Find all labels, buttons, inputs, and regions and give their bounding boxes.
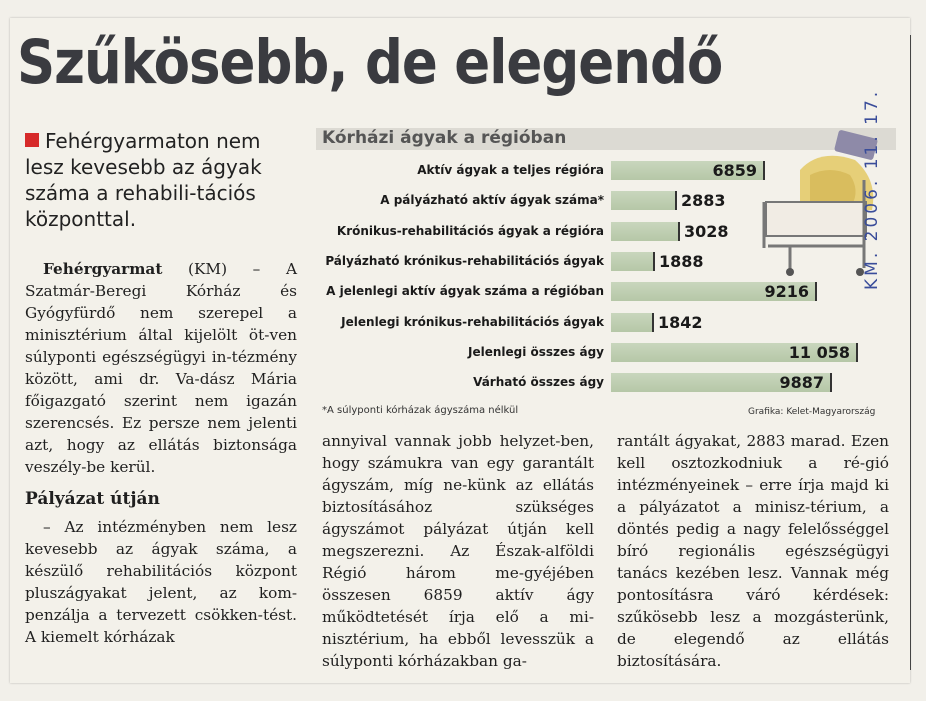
article-column-3 xyxy=(617,430,889,672)
article-column-1 xyxy=(25,258,297,648)
lead-paragraph xyxy=(25,128,305,232)
category-label: Krónikus-rehabilitációs ágyak a régióra xyxy=(336,223,604,238)
paragraph-2: – Az intézményben nem lesz kevesebb az ágyak száma, a készülő rehabilitációs központ pluszágyakat jelent, az kom-penzálja a tervezett csökken-tést. A kiemelt kórházak xyxy=(25,518,297,646)
handwritten-date: KM. 2006. 11. 17. xyxy=(862,88,882,290)
value-label: 9216 xyxy=(764,282,809,302)
paragraph-3: annyival vannak jobb helyzet-ben, hogy számukra van egy garantált ágyszám, míg ne-künk az ellátás biztosításához szükséges ágyszámot pályázat útján kell megszerezni. Az Észak-alföldi Régió három me-gyéjében összesen 6859 aktív ágy működtetését írja elő a mi-nisztérium, ha ebből levesszük a súlyponti kórházakban ga- xyxy=(322,432,594,670)
chart-credit: Grafika: Kelet-Magyarország xyxy=(748,407,876,417)
value-label: 9887 xyxy=(779,373,824,393)
value-label: 6859 xyxy=(712,161,757,180)
headline: Szűkösebb, de elegendő xyxy=(17,28,723,99)
subheading: Pályázat útján xyxy=(25,489,160,509)
value-label: 1842 xyxy=(658,312,703,332)
lead-text: Fehérgyarmaton nem lesz kevesebb az ágyak száma a rehabili-tációs központtal. xyxy=(25,129,262,231)
chart-footnote: *A súlyponti kórházak ágyszáma nélkül xyxy=(322,405,519,416)
bar xyxy=(611,191,677,210)
bar xyxy=(611,252,655,271)
dateline: Fehérgyarmat xyxy=(43,260,163,278)
category-label: Pályázható krónikus-rehabilitációs ágyak xyxy=(325,253,604,268)
value-label: 11 058 xyxy=(788,342,850,362)
paragraph-1: (KM) – A Szatmár-Beregi Kórház és Gyógyfürdő nem szerepel a minisztérium által kijelölt öt-ven súlyponti egészségügyi in-tézmény között, ami dr. Va-dász Mária főigazgató szerint nem igazán szerencsés. Ez persze nem jelenti azt, hogy az ellátás biztonsága veszély-be kerül. xyxy=(25,260,297,476)
category-label: Jelenlegi összes ágy xyxy=(467,344,604,359)
category-label: Várható összes ágy xyxy=(473,375,604,390)
value-label: 2883 xyxy=(681,191,726,211)
bar xyxy=(611,222,680,241)
category-labels xyxy=(316,158,604,403)
article-column-2 xyxy=(322,430,594,672)
category-label: A jelenlegi aktív ágyak száma a régióban xyxy=(326,284,604,299)
category-label: A pályázható aktív ágyak száma* xyxy=(380,193,604,208)
chart-title: Kórházi ágyak a régióban xyxy=(322,128,567,148)
category-label: Jelenlegi krónikus-rehabilitációs ágyak xyxy=(341,314,604,329)
margin-line xyxy=(910,35,911,670)
value-label: 3028 xyxy=(684,221,729,241)
value-label: 1888 xyxy=(659,251,704,271)
red-square-icon xyxy=(25,133,39,147)
paragraph-4: rantált ágyakat, 2883 marad. Ezen kell osztozkodniuk a ré-gió intézményeinek – erre írja majd ki a pályázatot a minisz-térium, a döntés pedig a nagy felelősséggel bíró regionális egészségügyi tanács kezében lesz. Vannak még pontosításra váró kérdések: szűkösebb lesz a mozgásterünk, de elegendő az ellátás biztosítására. xyxy=(617,432,889,670)
category-label: Aktív ágyak a teljes régióra xyxy=(417,163,604,177)
bar xyxy=(611,313,654,332)
